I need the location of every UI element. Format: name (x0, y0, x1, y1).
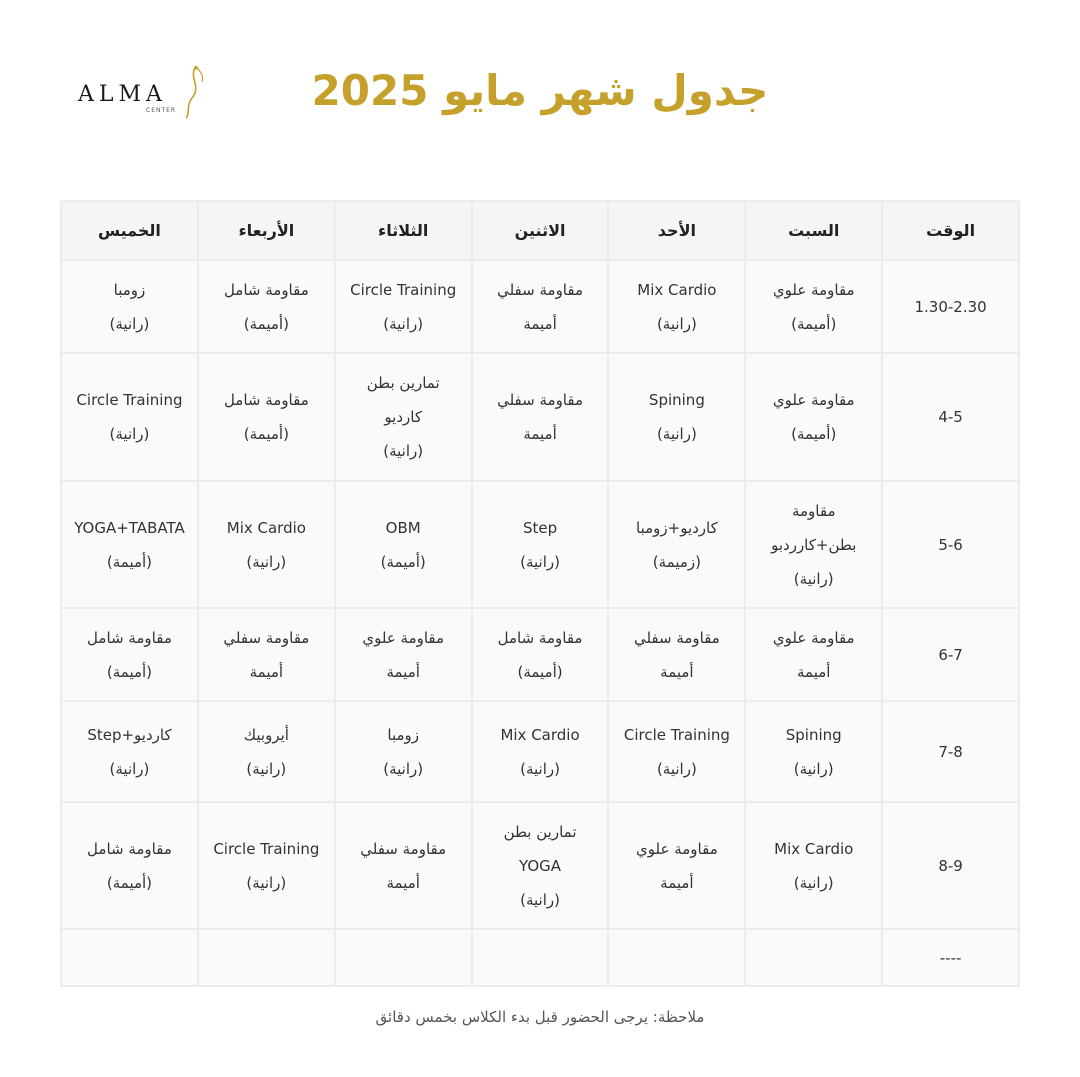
class-cell-line: (أميمة) (106, 662, 153, 681)
class-cell (745, 929, 882, 986)
class-cell-line: Circle Training (350, 280, 457, 299)
class-cell-line: (رانية) (383, 759, 424, 778)
column-header: الاثنين (472, 201, 609, 260)
logo-subtitle: CENTER (146, 107, 177, 114)
class-cell-line: (رانية) (793, 759, 834, 778)
class-cell-line: (أميمة) (106, 873, 153, 892)
class-cell-line: (أميمة) (243, 314, 289, 333)
class-cell-line: (أميمة) (380, 552, 426, 571)
column-header: الأحد (608, 201, 745, 260)
class-cell (335, 481, 472, 608)
class-cell (608, 353, 745, 481)
class-cell-line: (رانية) (246, 873, 287, 892)
class-cell (472, 481, 609, 608)
class-cell-line: أميمة (523, 425, 557, 443)
schedule-table (60, 200, 1020, 987)
class-cell-line: (أميمة) (517, 662, 563, 681)
table-row (61, 260, 1019, 353)
class-cell-line: YOGA+TABATA (74, 518, 185, 537)
class-cell (472, 353, 609, 481)
class-cell-line: (رانية) (520, 890, 560, 909)
class-cell (472, 802, 609, 929)
table-row (61, 353, 1019, 481)
class-cell-line: كارديو (384, 408, 422, 426)
class-cell (198, 701, 335, 802)
time-cell: 7-8 (882, 701, 1019, 802)
class-cell (61, 481, 198, 608)
class-cell (61, 608, 198, 701)
column-header: الخميس (61, 201, 198, 260)
class-cell (198, 481, 335, 608)
table-row (61, 701, 1019, 802)
class-cell-line: (أميمة) (106, 552, 153, 571)
class-cell-line: مقاومة علوي (362, 628, 445, 647)
class-cell (335, 260, 472, 353)
class-cell-line: مقاومة شامل (87, 839, 172, 858)
column-header: الوقت (882, 201, 1019, 260)
class-cell-line: Mix Cardio (500, 725, 580, 744)
class-cell (745, 353, 882, 481)
class-cell (472, 701, 609, 802)
class-cell-line: مقاومة شامل (497, 628, 583, 647)
class-cell-line: (رانية) (383, 314, 424, 333)
class-cell-line: مقاومة علوي (772, 391, 855, 409)
class-cell (335, 802, 472, 929)
class-cell (745, 802, 882, 929)
class-cell (335, 701, 472, 802)
class-cell (472, 260, 609, 353)
class-cell-line: (رانية) (383, 442, 424, 460)
class-cell-line: (رانية) (520, 552, 560, 571)
class-cell-line: مقاومة علوي (772, 280, 855, 299)
class-cell-line: (رانية) (246, 759, 287, 778)
class-cell-line: مقاومة سفلي (360, 839, 447, 858)
class-cell-line: Circle Training (76, 391, 183, 409)
class-cell (608, 701, 745, 802)
class-cell-line: (رانية) (109, 425, 150, 443)
footer-note: ملاحظة: يرجى الحضور قبل بدء الكلاس بخمس دقائق (375, 1008, 705, 1026)
class-cell (745, 608, 882, 701)
class-cell (745, 481, 882, 608)
class-cell (61, 701, 198, 802)
class-cell (335, 608, 472, 701)
class-cell-line: مقاومة علوي (772, 628, 855, 647)
class-cell-line: Spining (648, 391, 705, 409)
class-cell (608, 481, 745, 608)
class-cell-line: (رانية) (520, 759, 560, 778)
schedule-body (61, 260, 1019, 986)
class-cell (198, 802, 335, 929)
table-row (61, 929, 1019, 986)
logo-wordmark: ALMA (78, 82, 167, 107)
class-cell-line: (رانية) (109, 759, 150, 778)
page-title: جدول شهر مايو 2025 (311, 66, 769, 115)
class-cell-line: Spining (785, 725, 842, 744)
class-cell-line: مقاومة شامل (87, 628, 172, 647)
class-cell-line: أميمة (386, 662, 420, 681)
class-cell-line: (رانية) (656, 425, 697, 443)
schedule-header-row (61, 201, 1019, 260)
class-cell-line: (أميمة) (791, 425, 837, 443)
class-cell-line: (رانية) (246, 552, 287, 571)
class-cell-line: زومبا (387, 725, 420, 744)
class-cell-line: مقاومة سفلي (497, 391, 583, 409)
class-cell (745, 260, 882, 353)
class-cell (198, 260, 335, 353)
class-cell-line: (رانية) (793, 873, 834, 892)
class-cell-line: مقاومة سفلي (633, 628, 720, 647)
class-cell (608, 802, 745, 929)
class-cell-line: (رانية) (656, 314, 697, 333)
time-cell: 5-6 (882, 481, 1019, 608)
class-cell-line: كارديو+Step (87, 725, 172, 744)
class-cell-line: Mix Cardio (637, 280, 717, 299)
class-cell (198, 929, 335, 986)
class-cell-line: مقاومة علوي (636, 839, 718, 858)
class-cell (472, 608, 609, 701)
class-cell-line: OBM (385, 518, 421, 537)
table-row (61, 481, 1019, 608)
class-cell-line: زومبا (113, 280, 146, 299)
class-cell-line: (رانية) (656, 759, 697, 778)
class-cell-line: أميمة (660, 873, 694, 892)
class-cell (198, 608, 335, 701)
class-cell-line: مقاومة (791, 501, 836, 520)
class-cell (61, 353, 198, 481)
time-cell: 4-5 (882, 353, 1019, 481)
class-cell-line: تمارين بطن (503, 822, 577, 841)
class-cell-line: أيروبيك (243, 725, 289, 744)
class-cell-line: كارديو+زومبا (636, 518, 718, 537)
class-cell-line: Circle Training (213, 839, 320, 858)
time-cell: 6-7 (882, 608, 1019, 701)
table-row (61, 802, 1019, 929)
class-cell-line: مقاومة سفلي (497, 280, 583, 299)
class-cell-line: (رانية) (793, 569, 834, 588)
class-cell-line: بطن+كارردبو (771, 535, 857, 554)
class-cell-line: (زميمة) (652, 552, 701, 571)
class-cell-line: (أميمة) (791, 314, 837, 333)
class-cell-line: مقاومة شامل (223, 280, 309, 299)
class-cell-line: مقاومة شامل (223, 391, 309, 409)
time-cell: 8-9 (882, 802, 1019, 929)
class-cell (608, 260, 745, 353)
class-cell-line: Circle Training (623, 725, 730, 744)
class-cell-line: أميمة (386, 873, 420, 892)
class-cell (608, 929, 745, 986)
class-cell (608, 608, 745, 701)
class-cell (335, 353, 472, 481)
class-cell-line: أميمة (660, 662, 694, 681)
class-cell-line: Mix Cardio (226, 518, 306, 537)
class-cell-line: أميمة (249, 662, 284, 681)
class-cell-line: (رانية) (109, 314, 150, 333)
class-cell (335, 929, 472, 986)
class-cell (472, 929, 609, 986)
time-cell: ---- (882, 929, 1019, 986)
time-cell: 1.30-2.30 (882, 260, 1019, 353)
class-cell-line: مقاومة سفلي (223, 628, 310, 647)
class-cell-line: Mix Cardio (774, 839, 854, 858)
class-cell-line: Step (522, 518, 558, 537)
class-cell-line: أميمة (797, 662, 831, 681)
class-cell (198, 353, 335, 481)
class-cell-line: YOGA (519, 856, 562, 875)
column-header: الأربعاء (198, 201, 335, 260)
class-cell-line: (أميمة) (243, 425, 289, 443)
class-cell-line: أميمة (523, 314, 557, 333)
class-cell (61, 802, 198, 929)
class-cell-line: تمارين بطن (366, 374, 440, 392)
column-header: السبت (745, 201, 882, 260)
column-header: الثلاثاء (335, 201, 472, 260)
class-cell (61, 929, 198, 986)
class-cell (745, 701, 882, 802)
class-cell (61, 260, 198, 353)
table-row (61, 608, 1019, 701)
